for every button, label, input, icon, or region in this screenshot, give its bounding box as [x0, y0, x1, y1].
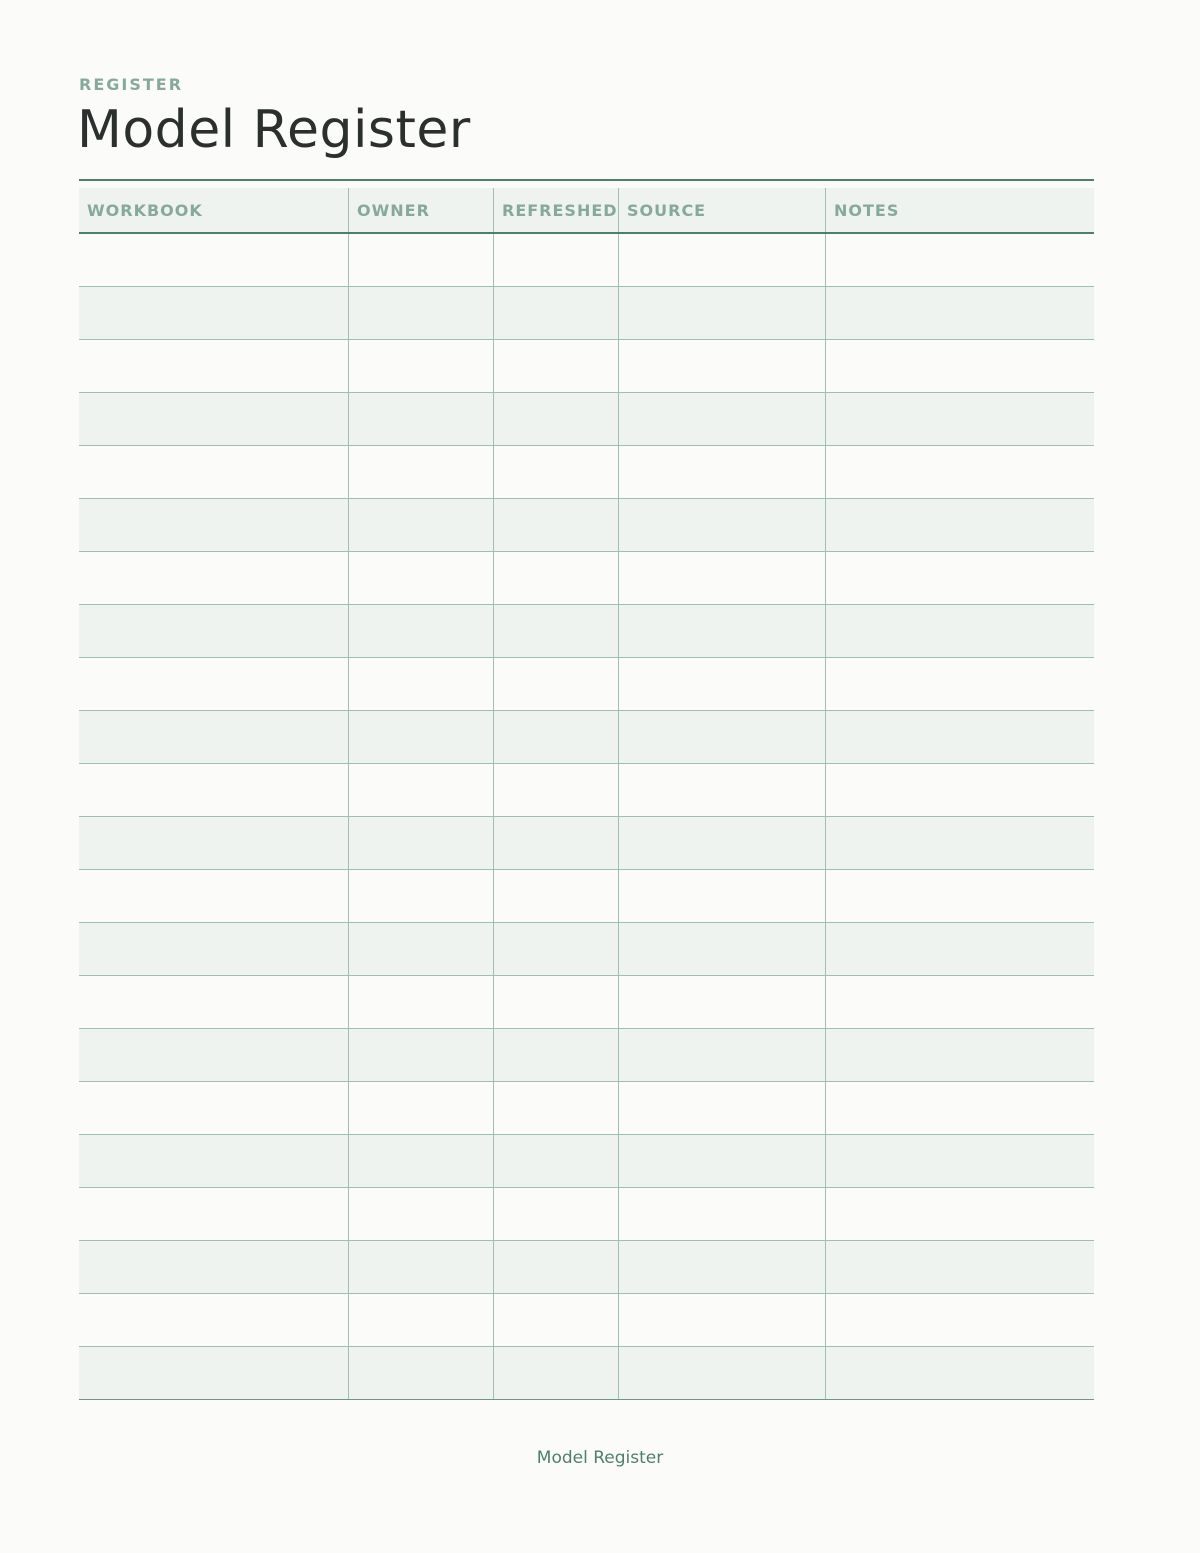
cell-workbook[interactable] [79, 764, 348, 816]
cell-workbook[interactable] [79, 1347, 348, 1399]
cell-owner[interactable] [348, 605, 493, 657]
cell-owner[interactable] [348, 1241, 493, 1293]
cell-notes[interactable] [825, 1347, 1094, 1399]
column-header-source: SOURCE [618, 188, 825, 232]
cell-refreshed[interactable] [493, 1294, 618, 1346]
table-row [79, 446, 1094, 499]
cell-notes[interactable] [825, 234, 1094, 286]
page-title: Model Register [77, 100, 471, 160]
cell-refreshed[interactable] [493, 817, 618, 869]
title-rule [79, 179, 1094, 181]
cell-workbook[interactable] [79, 1082, 348, 1134]
table-row [79, 234, 1094, 287]
cell-notes[interactable] [825, 764, 1094, 816]
cell-source[interactable] [618, 234, 825, 286]
table-row [79, 1188, 1094, 1241]
table-row [79, 1029, 1094, 1082]
cell-source[interactable] [618, 1082, 825, 1134]
table-row [79, 552, 1094, 605]
cell-source[interactable] [618, 711, 825, 763]
cell-workbook[interactable] [79, 658, 348, 710]
cell-refreshed[interactable] [493, 552, 618, 604]
cell-workbook[interactable] [79, 552, 348, 604]
cell-refreshed[interactable] [493, 658, 618, 710]
cell-owner[interactable] [348, 1082, 493, 1134]
cell-workbook[interactable] [79, 711, 348, 763]
cell-workbook[interactable] [79, 287, 348, 339]
cell-owner[interactable] [348, 1029, 493, 1081]
table-row [79, 1135, 1094, 1188]
cell-owner[interactable] [348, 817, 493, 869]
cell-owner[interactable] [348, 764, 493, 816]
cell-refreshed[interactable] [493, 1241, 618, 1293]
cell-owner[interactable] [348, 870, 493, 922]
table-row [79, 658, 1094, 711]
cell-workbook[interactable] [79, 1294, 348, 1346]
cell-workbook[interactable] [79, 1029, 348, 1081]
cell-workbook[interactable] [79, 870, 348, 922]
cell-source[interactable] [618, 1294, 825, 1346]
cell-refreshed[interactable] [493, 711, 618, 763]
cell-refreshed[interactable] [493, 234, 618, 286]
cell-workbook[interactable] [79, 817, 348, 869]
cell-refreshed[interactable] [493, 1082, 618, 1134]
cell-owner[interactable] [348, 923, 493, 975]
cell-source[interactable] [618, 605, 825, 657]
cell-workbook[interactable] [79, 1241, 348, 1293]
cell-owner[interactable] [348, 976, 493, 1028]
cell-refreshed[interactable] [493, 923, 618, 975]
column-header-notes: NOTES [825, 188, 1094, 232]
cell-workbook[interactable] [79, 976, 348, 1028]
cell-notes[interactable] [825, 1082, 1094, 1134]
table-row [79, 923, 1094, 976]
cell-workbook[interactable] [79, 923, 348, 975]
cell-workbook[interactable] [79, 1135, 348, 1187]
table-row [79, 287, 1094, 340]
table-row [79, 817, 1094, 870]
cell-notes[interactable] [825, 1135, 1094, 1187]
cell-source[interactable] [618, 287, 825, 339]
cell-refreshed[interactable] [493, 1188, 618, 1240]
cell-source[interactable] [618, 923, 825, 975]
table-row [79, 764, 1094, 817]
table-row [79, 1241, 1094, 1294]
cell-owner[interactable] [348, 711, 493, 763]
cell-owner[interactable] [348, 552, 493, 604]
column-header-refreshed: REFRESHED [493, 188, 618, 232]
table-row [79, 1082, 1094, 1135]
cell-notes[interactable] [825, 870, 1094, 922]
table-row [79, 393, 1094, 446]
cell-source[interactable] [618, 552, 825, 604]
cell-owner[interactable] [348, 393, 493, 445]
cell-owner[interactable] [348, 1135, 493, 1187]
cell-notes[interactable] [825, 1188, 1094, 1240]
cell-workbook[interactable] [79, 605, 348, 657]
table-row [79, 870, 1094, 923]
cell-source[interactable] [618, 658, 825, 710]
cell-refreshed[interactable] [493, 1135, 618, 1187]
cell-source[interactable] [618, 499, 825, 551]
column-header-workbook: WORKBOOK [87, 200, 203, 220]
cell-source[interactable] [618, 1188, 825, 1240]
cell-source[interactable] [618, 340, 825, 392]
cell-notes[interactable] [825, 446, 1094, 498]
cell-notes[interactable] [825, 711, 1094, 763]
cell-notes[interactable] [825, 287, 1094, 339]
cell-owner[interactable] [348, 1347, 493, 1399]
table-row [79, 1294, 1094, 1347]
cell-notes[interactable] [825, 499, 1094, 551]
cell-owner[interactable] [348, 499, 493, 551]
cell-workbook[interactable] [79, 1188, 348, 1240]
cell-refreshed[interactable] [493, 446, 618, 498]
page-eyebrow: REGISTER [79, 75, 184, 94]
table-row [79, 1347, 1094, 1400]
table-row [79, 499, 1094, 552]
cell-refreshed[interactable] [493, 605, 618, 657]
cell-owner[interactable] [348, 1294, 493, 1346]
cell-notes[interactable] [825, 340, 1094, 392]
cell-notes[interactable] [825, 923, 1094, 975]
table-row [79, 340, 1094, 393]
cell-source[interactable] [618, 976, 825, 1028]
cell-refreshed[interactable] [493, 976, 618, 1028]
table-row [79, 976, 1094, 1029]
cell-owner[interactable] [348, 340, 493, 392]
cell-refreshed[interactable] [493, 870, 618, 922]
cell-source[interactable] [618, 1029, 825, 1081]
cell-source[interactable] [618, 870, 825, 922]
table-row [79, 605, 1094, 658]
cell-owner[interactable] [348, 446, 493, 498]
register-table [79, 188, 1094, 1400]
cell-notes[interactable] [825, 1241, 1094, 1293]
cell-notes[interactable] [825, 658, 1094, 710]
cell-source[interactable] [618, 817, 825, 869]
cell-notes[interactable] [825, 817, 1094, 869]
table-row [79, 711, 1094, 764]
table-body [79, 234, 1094, 1400]
cell-refreshed[interactable] [493, 340, 618, 392]
cell-owner[interactable] [348, 234, 493, 286]
cell-owner[interactable] [348, 287, 493, 339]
cell-refreshed[interactable] [493, 1029, 618, 1081]
cell-source[interactable] [618, 764, 825, 816]
cell-owner[interactable] [348, 1188, 493, 1240]
cell-source[interactable] [618, 1241, 825, 1293]
cell-refreshed[interactable] [493, 1347, 618, 1399]
cell-refreshed[interactable] [493, 287, 618, 339]
cell-notes[interactable] [825, 393, 1094, 445]
page-footer: Model Register [536, 1448, 664, 1468]
cell-workbook[interactable] [79, 234, 348, 286]
cell-workbook[interactable] [79, 499, 348, 551]
cell-refreshed[interactable] [493, 393, 618, 445]
cell-notes[interactable] [825, 1294, 1094, 1346]
cell-notes[interactable] [825, 552, 1094, 604]
cell-refreshed[interactable] [493, 499, 618, 551]
cell-notes[interactable] [825, 605, 1094, 657]
column-header-owner: OWNER [348, 188, 493, 232]
cell-notes[interactable] [825, 1029, 1094, 1081]
cell-workbook[interactable] [79, 340, 348, 392]
cell-refreshed[interactable] [493, 764, 618, 816]
cell-workbook[interactable] [79, 446, 348, 498]
table-header [79, 188, 1094, 234]
cell-owner[interactable] [348, 658, 493, 710]
cell-notes[interactable] [825, 976, 1094, 1028]
cell-source[interactable] [618, 1347, 825, 1399]
cell-source[interactable] [618, 393, 825, 445]
cell-workbook[interactable] [79, 393, 348, 445]
cell-source[interactable] [618, 446, 825, 498]
cell-source[interactable] [618, 1135, 825, 1187]
